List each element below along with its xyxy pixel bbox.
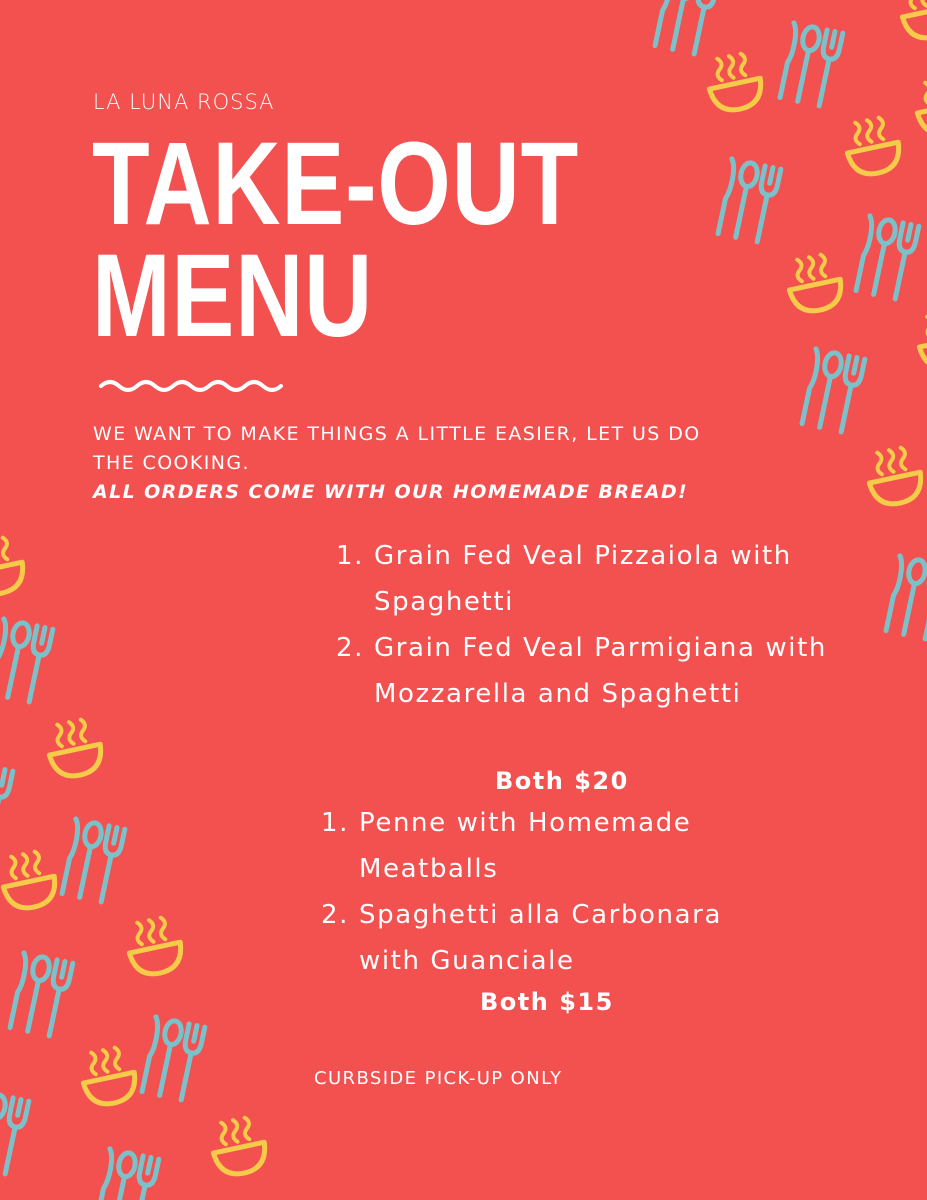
intro-line: WE WANT TO MAKE THINGS A LITTLE EASIER, LET US DO THE COOKING. [93,423,701,474]
pickup-note: CURBSIDE PICK-UP ONLY [314,1068,563,1089]
utensils-icon [778,23,843,108]
menu-item [321,800,791,892]
title-line-menu: MENU [92,230,374,362]
soup-bowl-icon [78,1045,140,1109]
soup-bowl-icon [208,1115,270,1179]
soup-bowl-icon [842,115,904,179]
intro-text [93,420,733,507]
soup-bowl-icon [912,75,927,139]
utensils-icon [0,619,53,704]
soup-bowl-icon [897,0,927,42]
wave-divider [97,376,297,396]
utensils-icon [854,216,919,301]
item-number: 1. [321,808,350,838]
soup-bowl-icon [0,535,28,599]
soup-bowl-icon [784,252,846,316]
menu-group-2 [321,800,791,984]
menu-title [92,118,580,362]
price-group-2: Both $15 [480,988,614,1016]
utensils-icon [800,349,865,434]
soup-bowl-icon [0,849,60,913]
menu-group-1 [336,533,836,717]
item-number: 1. [336,541,365,571]
item-text: Grain Fed Veal Pizzaiola with Spaghetti [374,541,792,617]
item-text: Penne with Homemade Meatballs [359,808,692,884]
utensils-icon [653,0,718,56]
utensils-icon [8,953,73,1038]
soup-bowl-icon [704,51,766,115]
item-text: Grain Fed Veal Parmigiana with Mozzarella and Spaghetti [374,633,827,709]
soup-bowl-icon [44,717,106,781]
menu-item [336,625,836,717]
price-group-1: Both $20 [495,767,629,795]
soup-bowl-icon [124,915,186,979]
utensils-icon [60,819,125,904]
item-text: Spaghetti alla Carbonara with Guanciale [359,900,722,976]
restaurant-name: LA LUNA ROSSA [93,90,275,114]
utensils-icon [716,159,781,244]
item-number: 2. [321,900,350,930]
title-line-takeout: TAKE-OUT [92,118,580,250]
item-number: 2. [336,633,365,663]
utensils-icon [884,556,927,641]
soup-bowl-icon [864,445,926,509]
menu-item [321,892,791,984]
utensils-icon [0,1091,29,1176]
utensils-icon [94,1149,159,1200]
utensils-icon [140,1017,205,1102]
soup-bowl-icon [914,309,927,373]
utensils-icon [0,761,13,846]
bread-note: ALL ORDERS COME WITH OUR HOMEMADE BREAD! [93,481,689,503]
menu-item [336,533,836,625]
